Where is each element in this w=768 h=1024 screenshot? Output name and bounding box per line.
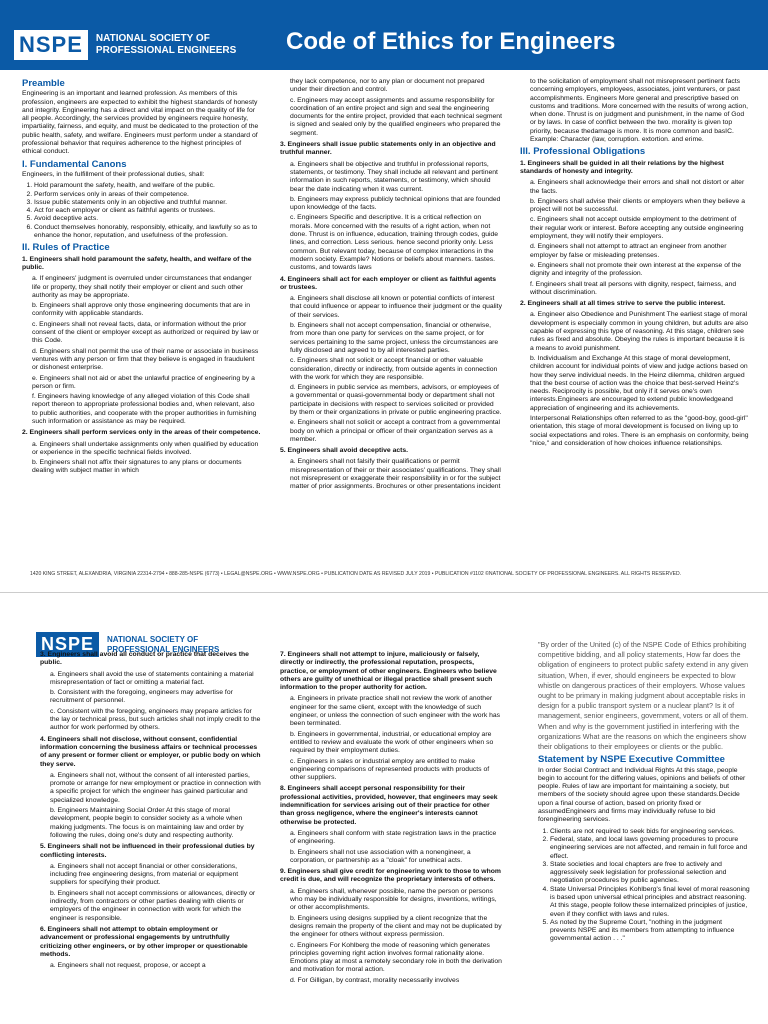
obligation-item: c. Consistent with the foregoing, engineers may prepare articles for the lay or technical press, but such articles shall not imply credit to the author for work performed by others. <box>50 707 261 732</box>
obligation-item: a. Engineers shall not accept financial or other considerations, including free engineering designs, from material or equipment suppliers for specifying their product. <box>50 862 239 887</box>
obligation-item: d. For Gilligan, by contrast, morality necessarily involves <box>290 976 460 984</box>
statement-list <box>538 828 750 944</box>
obligation-item: a. Engineer also Obedience and Punishment The earliest stage of moral development is especially common in young children, but adults are also capable of expressing this type of reasoning. At this stage, children see rules as fixed and absolute. Obeying the rules is important because it is a means to avoid punishment. <box>530 311 748 352</box>
statement-item: 3. State societies and local chapters are free to actively and aggressively seek legislation for professional selection and negotiation procedures by public agencies. <box>550 861 750 886</box>
obligation-heading: 6. Engineers shall not attempt to obtain employment or advancement or professional engagements by untruthfully criticizing other engineers, or by other improper or questionable methods. <box>40 925 248 958</box>
statement-heading: Statement by NSPE Executive Committee <box>538 754 725 766</box>
rule-item: f. Engineers having knowledge of any alleged violation of this Code shall report thereon to appropriate professional bodies and, when relevant, also to public authorities, and cooperate with the proper authorities in furnishing such information or assistance as may be required. <box>32 393 257 425</box>
statement-item: 4. State Universal Principles Kohlberg's final level of moral reasoning is based upon universal ethical principles and abstract reasoning. At this stage, people follow these internalized principles of justice, even if they conflict with laws and rules. <box>550 886 750 919</box>
obligation-heading: 4. Engineers shall not disclose, without consent, confidential information concerning the business affairs or technical processes of any present or former client or employer, or public body on which they serve. <box>40 735 261 768</box>
rule-item: e. Engineers shall not solicit or accept a contract from a governmental body on which a principal or officer of their organization serves as a member. <box>290 419 501 443</box>
obligation-item: b. Engineers in governmental, industrial, or educational employ are entitled to review and evaluate the work of other engineers when so required by their employment duties. <box>290 730 494 755</box>
rule-item: c. Engineers shall not solicit or accept financial or other valuable consideration, directly or indirectly, from outside agents in connection with the work for which they are responsible. <box>290 357 498 381</box>
rule-item: a. Engineers shall not falsify their qualifications or permit misrepresentation of their or their associates' qualifications. They shall not misrepresent or exaggerate their responsibility in or for the subject matter of prior assignments. Brochures or other presentations incident <box>290 458 501 491</box>
nspe-logo <box>14 30 236 60</box>
obligation-item: a. Engineers shall acknowledge their errors and shall not distort or alter the facts. <box>530 179 745 195</box>
obligation-heading: 3. Engineers shall avoid all conduct or practice that deceives the public. <box>40 651 249 667</box>
rule-item: b. Engineers shall not affix their signatures to any plans or documents dealing with subject matter in which <box>32 459 242 475</box>
rule-item: a. Engineers shall disclose all known or potential conflicts of interest that could influence or appear to influence their judgment or the quality of their services. <box>290 295 502 319</box>
page-divider <box>0 592 768 593</box>
obligation-item: b. Engineers shall advise their clients or employers when they believe a project will not be successful. <box>530 197 745 214</box>
statement-item: 2. Federal, state, and local laws governing procedures to procure engineering services are not affected, and remain in full force and effect. <box>550 836 750 861</box>
rule-heading: 3. Engineers shall issue public statements only in an objective and truthful manner. <box>280 141 496 157</box>
canon-item: 1. Hold paramount the safety, health, and welfare of the public. <box>34 182 262 190</box>
canon-item: 6. Conduct themselves honorably, responsibly, ethically, and lawfully so as to enhance the honor, reputation, and usefulness of the profession. <box>34 224 262 241</box>
obligation-item: f. Engineers shall treat all persons with dignity, respect, fairness, and without discrimination. <box>530 280 737 296</box>
preamble-heading: Preamble <box>22 78 65 89</box>
org-name: NATIONAL SOCIETY OF PROFESSIONAL ENGINEERS <box>107 634 220 654</box>
rule-item: c. Engineers may accept assignments and assume responsibility for coordination of an entire project and sign and seal the engineering documents for the entire project, provided that each technical segment is signed and sealed only by the qualified engineers who prepared the segment. <box>290 96 502 137</box>
canons-intro: Engineers, in the fulfillment of their professional duties, shall: <box>22 170 205 178</box>
column-3 <box>520 78 750 450</box>
rules-heading: II. Rules of Practice <box>22 242 110 254</box>
rule-heading: 5. Engineers shall avoid deceptive acts. <box>280 447 409 455</box>
obligation-item: b. Engineers shall not accept commissions or allowances, directly or indirectly, from contractors or other parties dealing with clients or employers of the engineer in connection with work for which the engineer is responsible. <box>50 889 256 922</box>
column-1 <box>22 76 262 478</box>
rule-item: to the solicitation of employment shall not misrepresent pertinent facts concerning employers, employees, associates, joint venturers, or past accomplishments. Engineers More general and prescriptive based on customs and traditions. More concerned with the results of wrong action, when done. Thrust is on judgment and punishment, in the name of God or by laws. In case of conflict between the two. morality is given top priority, because thedamage is more. It is more common and basIC. Example: Character (law, corruption. extortion. and erime. <box>530 78 748 144</box>
obligation-heading: 2. Engineers shall at all times strive to serve the public interest. <box>520 300 726 308</box>
obligation-item: e. Engineers shall not promote their own interest at the expense of the dignity and integrity of the profession. <box>530 261 742 278</box>
rule-heading: 1. Engineers shall hold paramount the safety, health, and welfare of the public. <box>22 255 252 271</box>
rule-heading: 2. Engineers shall perform services only in the areas of their competence. <box>22 429 261 437</box>
obligation-item: a. Engineers shall not, without the consent of all interested parties, promote or arrange for new employment or practice in connection with a specific project for which the engineer has gained particular and specialized knowledge. <box>50 771 261 804</box>
canons-list <box>22 182 262 240</box>
statement-item: 5. As noted by the Supreme Court, "nothing in the judgment prevents NSPE and its members from attempting to influence governmental action . . ." <box>550 919 750 944</box>
rule-item: a. If engineers' judgment is overruled under circumstances that endanger life or property, they shall notify their employer or client and such other authority as may be appropriate. <box>32 275 252 299</box>
rule-item: e. Engineers shall not aid or abet the unlawful practice of engineering by a person or firm. <box>32 374 255 390</box>
statement-item: 1. Clients are not required to seek bids for engineering services. <box>550 828 750 836</box>
footer-address: 1420 KING STREET, ALEXANDRIA, VIRGINIA 22314-2794 • 888-285-NSPE (6773) • LEGAL@NSPE.ORG • WWW.NSPE.ORG • PUBLICATION DATE AS REVISED JULY 2019 • PUBLICATION #1102 ©NATIONAL SOCIETY OF PROFESSIONAL ENGINEERS. ALL RIGHTS RESERVED. <box>30 571 682 577</box>
canon-item: 2. Perform services only in areas of their competence. <box>34 191 262 199</box>
preamble-text: Engineering is an important and learned profession. As members of this profession, engineers are expected to exhibit the highest standards of honesty and integrity. Engineering has a direct and vital impact on the quality of life for all people. Accordingly, the services provided by engineers require honesty, impartiality, fairness, and equity, and must be dedicated to the protection of the public health, safety, and welfare. Engineers must perform under a standard of professional behavior that requires adherence to the highest principles of ethical conduct. <box>22 90 259 156</box>
rule-item: b. Engineers shall approve only those engineering documents that are in conformity with applicable standards. <box>32 302 251 318</box>
obligation-item: a. Engineers shall avoid the use of statements containing a material misrepresentation of fact or omitting a material fact. <box>50 670 254 686</box>
canon-item: 3. Issue public statements only in an objective and truthful manner. <box>34 199 262 207</box>
obligation-item: b. Engineers Maintaining Social Order At this stage of moral development, people begin to consider society as a whole when making judgments. The focus is on maintaining law and order by following the rules, doing one's duty and respecting authority. <box>50 807 244 839</box>
canon-item: 4. Act for each employer or client as faithful agents or trustees. <box>34 207 262 215</box>
obligation-item: a. Engineers shall conform with state registration laws in the practice of engineering. <box>290 829 497 846</box>
rule-item: a. Engineers shall undertake assignments only when qualified by education or experience in the specific technical fields involved. <box>32 440 259 456</box>
obligation-heading: 1. Engineers shall be guided in all their relations by the highest standards of honesty and integrity. <box>520 159 724 175</box>
logo-mark: NSPE <box>36 632 99 657</box>
pull-quote: "By order of the United (c) of the NSPE Code of Ethics prohibiting competitive bidding, and all policy statements, How far does the obligation of engineers to protect public safety extend in any given situation, When, if ever, should engineers be expected to blow whistle on dangerous practices of their employers. Whose values ought to be primary in making judgment about acceptable risks in design for a public transport system or a nuclear plant? Is it of management, senior engineers, government, voters or all of them. When and why is the government justified in interfering with the organizations What are the reasons on which the engineers show their obligations to their employees or clients or the public. <box>538 640 749 752</box>
rule-item: b. Engineers shall not accept compensation, financial or otherwise, from more than one party for services on the same project, or for services pertaining to the same project, unless the circumstances are fully disclosed and agreed to by all interested parties. <box>290 322 499 354</box>
obligation-item: a. Engineers in private practice shall not review the work of another engineer for the same client, except with the knowledge of such engineer, or unless the connection of such engineer with the work has been terminated. <box>290 695 501 728</box>
obligation-item: a. Engineers shall, whenever possible, name the person or persons who may be individually responsible for designs, inventions, writings, or other accomplishments. <box>290 887 497 912</box>
rule-item: they lack competence, nor to any plan or document not prepared under their direction and control. <box>290 78 485 94</box>
obligation-heading: 9. Engineers shall give credit for engineering work to those to whom credit is due, and will recognize the proprietary interests of others. <box>280 868 501 884</box>
logo-mark: NSPE <box>14 30 88 60</box>
obligation-item: b. Engineers shall not use association with a nonengineer, a corporation, or partnership as a "cloak" for unethical acts. <box>290 848 471 864</box>
obligation-item: b. Consistent with the foregoing, engineers may advertise for recruitment of personnel. <box>50 689 233 705</box>
obligations-heading: III. Professional Obligations <box>520 146 646 158</box>
obligation-heading: 7. Engineers shall not attempt to injure, maliciously or falsely, directly or indirectly, the professional reputation, prospects, practice, or employment of other engineers. Engineers who believe others are guilty of unethical or illegal practice shall present such information to the proper authority for action. <box>280 651 497 692</box>
rule-item: a. Engineers shall be objective and truthful in professional reports, statements, or testimony. They shall include all relevant and pertinent information in such reports, statements, or testimony, which should bear the date indicating when it was current. <box>290 160 498 193</box>
obligation-item: a. Engineers shall not request, propose, or accept a <box>50 962 206 970</box>
canon-item: 5. Avoid deceptive acts. <box>34 215 262 223</box>
rule-heading: 4. Engineers shall act for each employer or client as faithful agents or trustees. <box>280 275 497 291</box>
obligation-item: Interpersonal Relationships often referred to as the "good-boy, good-girl" orientation, this stage of moral development is focused on living up to social expectations and roles. There is an emphasis on conformity, being "nice," and consideration of how choices influence relationships. <box>530 414 749 447</box>
page-title: Code of Ethics for Engineers <box>286 28 616 55</box>
obligation-heading: 8. Engineers shall accept personal responsibility for their professional activities, provided, however, that engineers may seek indemnification for services arising out of their practice for other than gross negligence, where the engineer's interests cannot otherwise be protected. <box>280 785 498 826</box>
statement-intro: In order Social Contract and Individual Rights At this stage, people begin to account for the differing values, opinions and beliefs of other people. Rules of law are important for maintaining a society, but members of the society should agree upon these standards.Decide upon a final course of action, based on priority fixed or assumedEngineers and firms may individually refuse to bid forengineering services. <box>538 766 746 824</box>
org-name: NATIONAL SOCIETY OF PROFESSIONAL ENGINEERS <box>95 33 237 56</box>
column-2 <box>280 78 502 494</box>
page2-column-2 <box>280 648 502 1024</box>
rule-item: c. Engineers Specific and descriptive. It is a critical reflection on morals. More concerned with the results of a right action, when not done. Thrust is on influence, education, training through codes, guide lines, and correction. Less serious. hence second priority only. Less common. But relevant today, because of complex interactions in the modern society. Example? Notions or beliefs about manners. tastes. customs, and towards laws <box>290 214 499 272</box>
canons-heading: I. Fundamental Canons <box>22 158 127 170</box>
rule-item: d. Engineers in public service as members, advisors, or employees of a governmental or quasi-governmental body or department shall not participate in decisions with respect to services solicited or provided by them or their organizations in private or public engineering practice. <box>290 384 502 416</box>
obligation-item: c. Engineers in sales or industrial employ are entitled to make engineering comparisons of represented products with products of other suppliers. <box>290 757 490 782</box>
obligation-heading: 5. Engineers shall not be influenced in their professional duties by conflicting interests. <box>40 843 255 859</box>
obligation-item: c. Engineers For Kohlberg the mode of reasoning which generates principles governing right action involves formal rationality alone. Emotions play at most a remotely secondary role in both the derivation and motivation for moral action. <box>290 941 502 974</box>
obligation-item: c. Engineers shall not accept outside employment to the detriment of their regular work or interest. Before accepting any outside engineering employment, they will notify their employers. <box>530 216 744 241</box>
rule-item: d. Engineers shall not permit the use of their name or associate in business ventures with any person or firm that they believe is engaged in fraudulent or dishonest enterprise. <box>32 347 259 372</box>
page2-column-3 <box>538 640 750 1024</box>
obligation-item: b. Engineers using designs supplied by a client recognize that the designs remain the property of the client and may not be duplicated by the engineer for others without express permission. <box>290 914 502 939</box>
page2-column-1 <box>40 648 262 1024</box>
obligation-item: d. Engineers shall not attempt to attract an engineer from another employer by false or misleading pretenses. <box>530 243 727 259</box>
rule-item: c. Engineers shall not reveal facts, data, or information without the prior consent of the client or employer except as authorized or required by law or this Code. <box>32 320 259 345</box>
rule-item: b. Engineers may express publicly technical opinions that are founded upon knowledge of the facts. <box>290 195 501 212</box>
obligation-item: b. Individualism and Exchange At this stage of moral development, children account for individual points of view and judge actions based on how they serve individual needs. In the Heinz dilemma, children argued that the best course of action was the choice that best-served Heinz's needs. Reciprocity is possible, but only if it serves one's own interests.Engineers are encouraged to extend public knowledgeand appreciation of engineering and its achievements. <box>530 354 748 412</box>
